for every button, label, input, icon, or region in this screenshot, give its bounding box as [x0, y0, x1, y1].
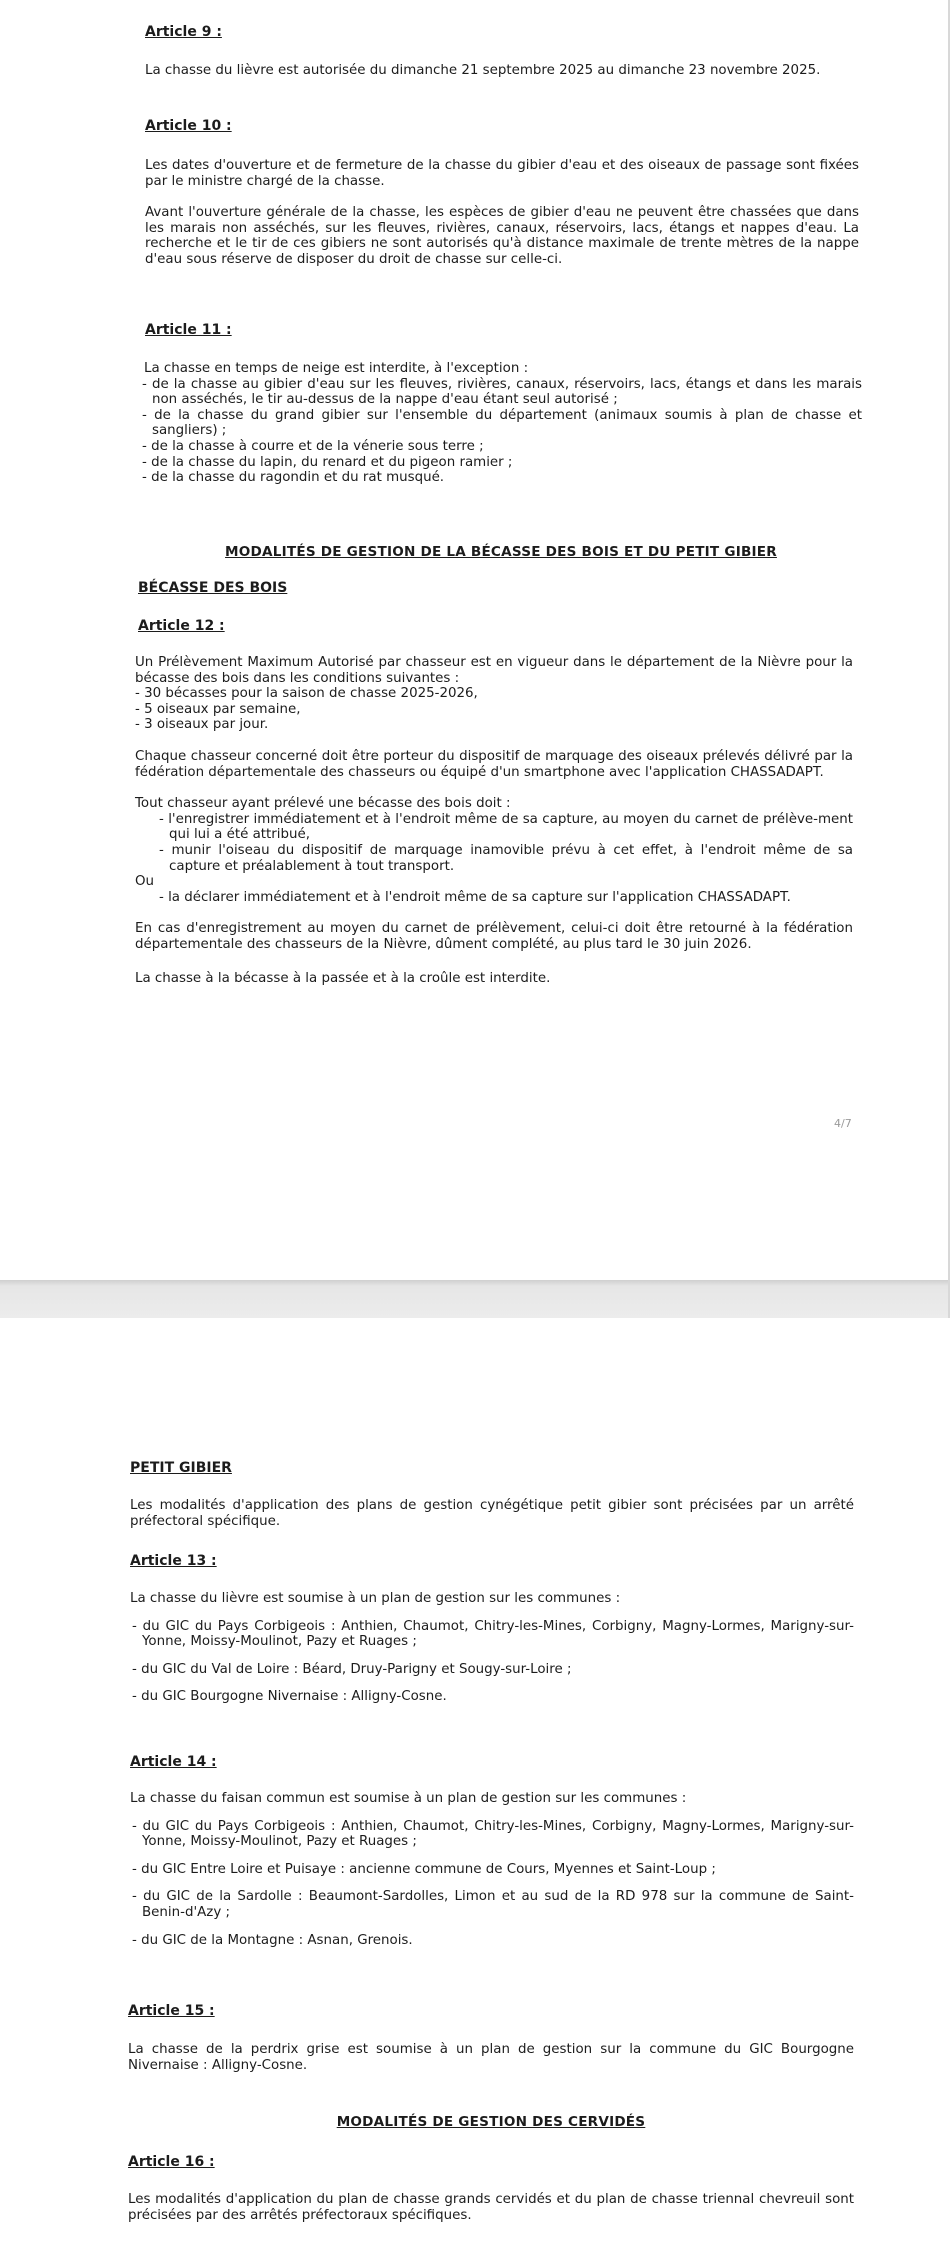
- article-13-title: Article 13 :: [130, 1553, 217, 1569]
- article-12-limit: - 3 oiseaux par jour.: [135, 717, 269, 733]
- article-11-exception: - de la chasse du lapin, du renard et du pigeon ramier ;: [142, 454, 513, 470]
- article-12-alternative: - la déclarer immédiatement et à l'endroit même de sa capture sur l'application CHASSADAPT.: [159, 889, 791, 905]
- article-16-text: Les modalités d'application du plan de chasse grands cervidés et du plan de chasse triennal chevreuil sont précisées par des arrêtés préfectoraux spécifiques.: [128, 2192, 854, 2223]
- article-14-commune: - du GIC de la Sardolle : Beaumont-Sardolles, Limon et au sud de la RD 978 sur la commune de Saint-Benin-d'Azy ;: [132, 1889, 854, 1920]
- article-12-paragraph-4: En cas d'enregistrement au moyen du carnet de prélèvement, celui-ci doit être retourné à la fédération départementale des chasseurs de la Nièvre, dûment complété, au plus tard le 30 juin 2026.: [135, 921, 853, 952]
- article-13-commune: - du GIC du Val de Loire : Béard, Druy-Parigny et Sougy-sur-Loire ;: [132, 1661, 572, 1677]
- article-9-title: Article 9 :: [145, 24, 222, 40]
- article-13-commune: - du GIC Bourgogne Nivernaise : Alligny-Cosne.: [132, 1689, 447, 1705]
- article-10-paragraph-2: Avant l'ouverture générale de la chasse, les espèces de gibier d'eau ne peuvent être chassées que dans les marais non asséchés, sur les fleuves, rivières, canaux, réservoirs, lacs, étangs et nappes d'eau. La recherche et le tir de ces gibiers ne sont autorisés qu'à distance maximale de trente mètres de la nappe d'eau sous réserve de disposer du droit de chasse sur celle-ci.: [145, 205, 859, 267]
- page-5: [0, 1318, 950, 2263]
- article-14-title: Article 14 :: [130, 1754, 217, 1770]
- article-11-title: Article 11 :: [145, 322, 232, 338]
- article-12-or: Ou: [135, 874, 155, 890]
- article-15-body: [128, 2042, 854, 2073]
- article-11-exception: - de la chasse du grand gibier sur l'ensemble du département (animaux soumis à plan de chasse et sangliers) ;: [142, 407, 862, 439]
- article-13-intro: La chasse du lièvre est soumise à un plan de gestion sur les communes :: [130, 1591, 621, 1606]
- article-16-body: [128, 2192, 854, 2223]
- article-12-limit: - 30 bécasses pour la saison de chasse 2025-2026,: [135, 686, 478, 702]
- article-11-exception: - de la chasse à courre et de la vénerie sous terre ;: [142, 438, 484, 454]
- article-10-title: Article 10 :: [145, 118, 232, 134]
- page-number: 4/7: [834, 1117, 852, 1130]
- article-12-intro: Un Prélèvement Maximum Autorisé par chasseur est en vigueur dans le département de la Nièvre pour la bécasse des bois dans les conditions suivantes :: [135, 655, 853, 686]
- article-12-title: Article 12 :: [138, 618, 225, 634]
- article-9-text: La chasse du lièvre est autorisée du dimanche 21 septembre 2025 au dimanche 23 novembre 2025.: [145, 63, 821, 78]
- article-15-text: La chasse de la perdrix grise est soumise à un plan de gestion sur la commune du GIC Bourgogne Nivernaise : Alligny-Cosne.: [128, 2042, 854, 2073]
- article-12-obligation: - l'enregistrer immédiatement et à l'endroit même de sa capture, au moyen du carnet de prélève-ment qui lui a été attribué,: [159, 811, 853, 843]
- becasse-heading: BÉCASSE DES BOIS: [138, 580, 288, 596]
- article-13-commune: - du GIC du Pays Corbigeois : Anthien, Chaumot, Chitry-les-Mines, Corbigny, Magny-Lormes, Marigny-sur-Yonne, Moissy-Moulinot, Pazy et Ruages ;: [132, 1618, 854, 1650]
- article-14-body: [130, 1791, 854, 1948]
- article-14-commune: - du GIC Entre Loire et Puisaye : ancienne commune de Cours, Myennes et Saint-Loup ;: [132, 1861, 716, 1877]
- article-9-body: [145, 63, 865, 79]
- article-11-exception: - de la chasse au gibier d'eau sur les fleuves, rivières, canaux, réservoirs, lacs, étangs et dans les marais non asséchés, le tir au-dessus de la nappe d'eau étant seul autorisé ;: [142, 376, 862, 408]
- article-12-limit: - 5 oiseaux par semaine,: [135, 701, 301, 717]
- article-11-body: [140, 361, 862, 486]
- article-10-paragraph-1: Les dates d'ouverture et de fermeture de la chasse du gibier d'eau et des oiseaux de passage sont fixées par le ministre chargé de la chasse.: [145, 158, 859, 189]
- article-14-commune: - du GIC de la Montagne : Asnan, Grenois.: [132, 1932, 413, 1948]
- petit-gibier-heading: PETIT GIBIER: [130, 1460, 232, 1476]
- petit-gibier-body: [130, 1498, 854, 1529]
- article-16-title: Article 16 :: [128, 2154, 215, 2170]
- article-12-obligation: - munir l'oiseau du dispositif de marquage inamovible prévu à cet effet, à l'endroit même de sa capture et préalablement à tout transport.: [159, 842, 853, 874]
- petit-gibier-text: Les modalités d'application des plans de gestion cynégétique petit gibier sont précisées par un arrêté préfectoral spécifique.: [130, 1498, 854, 1529]
- article-10-body: [145, 158, 859, 268]
- article-12-paragraph-3: Tout chasseur ayant prélevé une bécasse des bois doit :: [135, 796, 511, 812]
- article-11-intro: La chasse en temps de neige est interdite, à l'exception :: [144, 361, 529, 376]
- article-12-body: [135, 655, 853, 986]
- article-14-intro: La chasse du faisan commun est soumise à un plan de gestion sur les communes :: [130, 1791, 687, 1806]
- section-heading-becasse-petit-gibier: MODALITÉS DE GESTION DE LA BÉCASSE DES BOIS ET DU PETIT GIBIER: [225, 544, 777, 560]
- article-12-paragraph-2: Chaque chasseur concerné doit être porteur du dispositif de marquage des oiseaux prélevés délivré par la fédération départementale des chasseurs ou équipé d'un smartphone avec l'application CHASSADAPT.: [135, 748, 853, 780]
- article-11-exception: - de la chasse du ragondin et du rat musqué.: [142, 470, 445, 486]
- article-15-title: Article 15 :: [128, 2003, 215, 2019]
- section-heading-cervides: MODALITÉS DE GESTION DES CERVIDÉS: [336, 2114, 646, 2130]
- article-12-paragraph-5: La chasse à la bécasse à la passée et à la croûle est interdite.: [135, 970, 551, 986]
- article-14-commune: - du GIC du Pays Corbigeois : Anthien, Chaumot, Chitry-les-Mines, Corbigny, Magny-Lormes, Marigny-sur-Yonne, Moissy-Moulinot, Pazy et Ruages ;: [132, 1818, 854, 1850]
- article-13-body: [130, 1591, 854, 1705]
- page-separator: [0, 1280, 950, 1318]
